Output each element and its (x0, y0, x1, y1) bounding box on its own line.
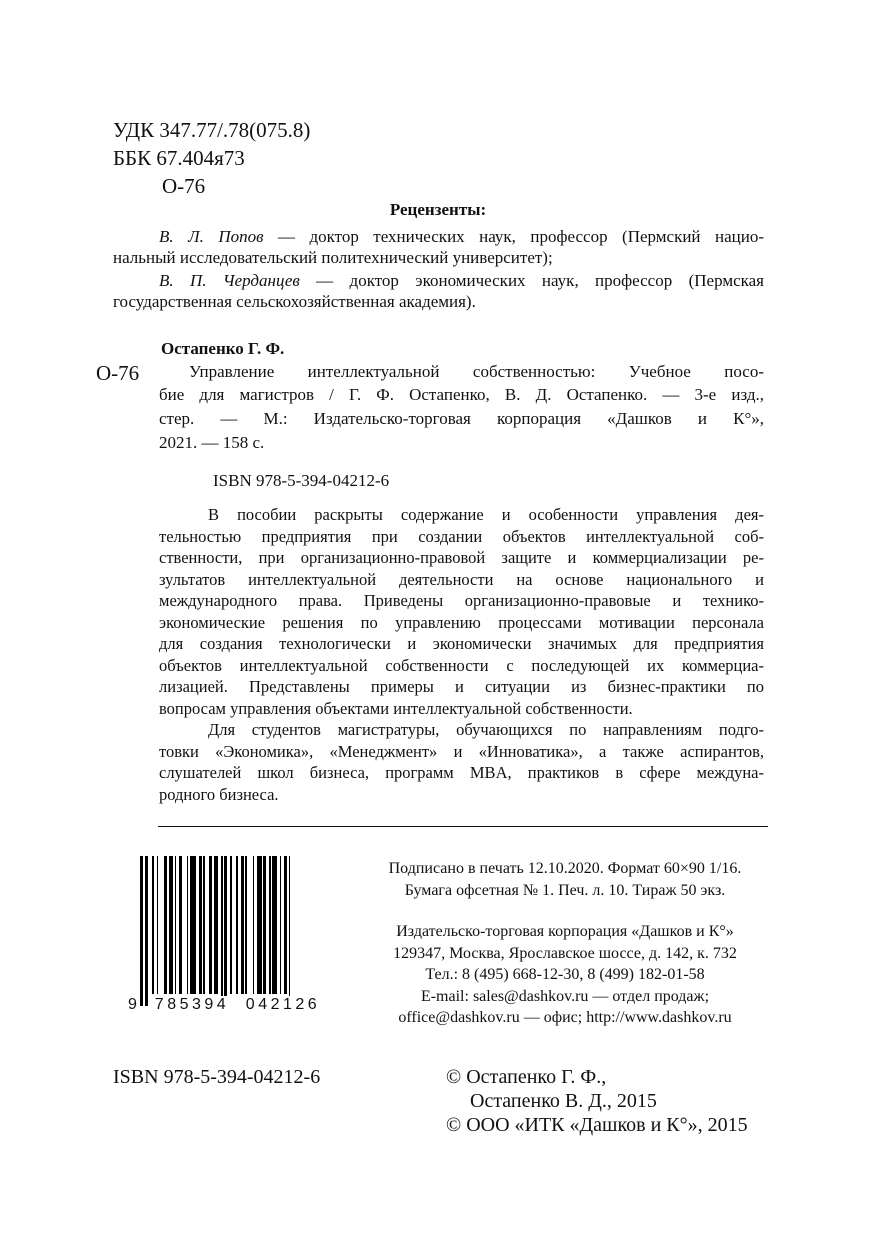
catalog-line: бие для магистров / Г. Ф. Остапенко, В. Д. Остапенко. — 3-е изд., (159, 385, 764, 404)
imprint-signed: Подписано в печать 12.10.2020. Формат 60×90 1/16. (388, 860, 742, 877)
reviewer-2-name: В. П. Черданцев (159, 271, 300, 290)
barcode-bar (253, 856, 255, 994)
barcode-bar (272, 856, 277, 994)
barcode-bar (175, 856, 177, 994)
abstract-line: Для студентов магистратуры, обучающихся по направлениям подго- (208, 720, 764, 739)
barcode-digits-right: 042126 (240, 996, 326, 1014)
reviewers-heading: Рецензенты: (389, 200, 487, 219)
abstract-line: вопросам управления объектами интеллектуальной собственности. (159, 698, 633, 718)
catalog-author: Остапенко Г. Ф. (161, 339, 285, 358)
catalog-isbn: ISBN 978-5-394-04212-6 (213, 471, 390, 490)
isbn-barcode (128, 856, 328, 1016)
barcode-bars (140, 856, 328, 1006)
reviewer-2-line-1: В. П. Черданцев — доктор экономических наук, профессор (Пермская (159, 271, 764, 290)
barcode-bar (269, 856, 271, 994)
barcode-bar (187, 856, 189, 994)
imprint-office: office@dashkov.ru — офис; http://www.dashkov.ru (398, 1009, 732, 1026)
catalog-line: стер. — М.: Издательско-торговая корпорация «Дашков и К°», (159, 409, 764, 428)
abstract-line: товки «Экономика», «Менеджмент» и «Инноватика», а также аспирантов, (159, 741, 764, 761)
barcode-bar (190, 856, 196, 994)
udk-code: УДК 347.77/.78(075.8) (113, 118, 311, 142)
abstract-line: зультатов интеллектуальной деятельности на основе национального и (159, 569, 764, 589)
barcode-digit-first: 9 (128, 996, 137, 1013)
abstract-line: международного права. Приведены организационно-правовые и технико- (159, 591, 764, 610)
copyright-line: Остапенко В. Д., 2015 (470, 1090, 657, 1112)
author-mark: О-76 (162, 174, 206, 198)
barcode-bar (284, 856, 287, 994)
barcode-bar (145, 856, 148, 1006)
imprint-publisher: Издательско-торговая корпорация «Дашков и К°» (396, 923, 734, 940)
barcode-bar (152, 856, 154, 994)
abstract-line: ственности, при организационно-правовой защите и коммерциализации ре- (159, 548, 764, 567)
imprint-phone: Тел.: 8 (495) 668-12-30, 8 (499) 182-01-58 (425, 966, 705, 983)
barcode-bar (214, 856, 219, 994)
barcode-bar (230, 856, 232, 994)
barcode-bar (140, 856, 143, 1006)
barcode-bar (245, 856, 247, 994)
barcode-bar (241, 856, 244, 994)
abstract-line: лизацией. Представлены примеры и ситуации из бизнес-практики по (159, 677, 764, 696)
barcode-bar (263, 856, 266, 994)
abstract-line: слушателей школ бизнеса, программ MBA, практиков в сфере междуна- (159, 763, 764, 782)
barcode-bar (179, 856, 182, 994)
barcode-bar (236, 856, 238, 994)
abstract-line: объектов интеллектуальной собственности с последующей их коммерциа- (159, 655, 764, 675)
barcode-bar (199, 856, 202, 994)
catalog-mark: О-76 (96, 361, 140, 385)
bbk-code: ББК 67.404я73 (113, 146, 245, 170)
abstract-line: В пособии раскрыты содержание и особенности управления дея- (208, 505, 764, 524)
reviewer-1-name: В. Л. Попов (159, 227, 264, 246)
barcode-bar (203, 856, 205, 994)
abstract-line: тельностью предприятия при создании объектов интеллектуальной соб- (159, 526, 764, 546)
copyright-line: © ООО «ИТК «Дашков и К°», 2015 (446, 1114, 748, 1136)
barcode-bar (169, 856, 174, 994)
catalog-line: 2021. — 158 с. (159, 433, 265, 452)
barcode-bar (289, 856, 291, 1006)
imprint-email: E-mail: sales@dashkov.ru — отдел продаж; (420, 987, 710, 1005)
barcode-bar (221, 856, 223, 1006)
copyright-line: © Остапенко Г. Ф., (446, 1066, 607, 1088)
barcode-bar (209, 856, 212, 994)
barcode-bar (164, 856, 167, 994)
barcode-bar (224, 856, 227, 1006)
barcode-bar (157, 856, 159, 994)
abstract (159, 504, 764, 805)
imprint (360, 858, 770, 1029)
barcode-bar (280, 856, 282, 994)
abstract-line: экономические решения по управлению процессами мотивации персонала (159, 612, 764, 632)
barcode-bar (257, 856, 262, 994)
reviewer-1-line-2: нальный исследовательский политехнический университет); (113, 248, 553, 267)
abstract-line: родного бизнеса. (159, 784, 279, 804)
imprint-address: 129347, Москва, Ярославское шоссе, д. 142, к. 732 (393, 944, 737, 962)
footer-isbn: ISBN 978-5-394-04212-6 (113, 1066, 321, 1088)
imprint-paper: Бумага офсетная № 1. Печ. л. 10. Тираж 50 экз. (404, 881, 726, 899)
catalog-line: Управление интеллектуальной собственностью: Учебное посо- (189, 362, 764, 381)
barcode-digits-left: 785394 (148, 996, 236, 1014)
horizontal-rule (158, 826, 768, 827)
abstract-line: для создания технологически и экономически значимых для предприятия (159, 634, 764, 653)
reviewer-2-line-2: государственная сельскохозяйственная академия). (113, 292, 476, 311)
reviewer-1-line-1: В. Л. Попов — доктор технических наук, профессор (Пермский нацио- (159, 227, 764, 246)
